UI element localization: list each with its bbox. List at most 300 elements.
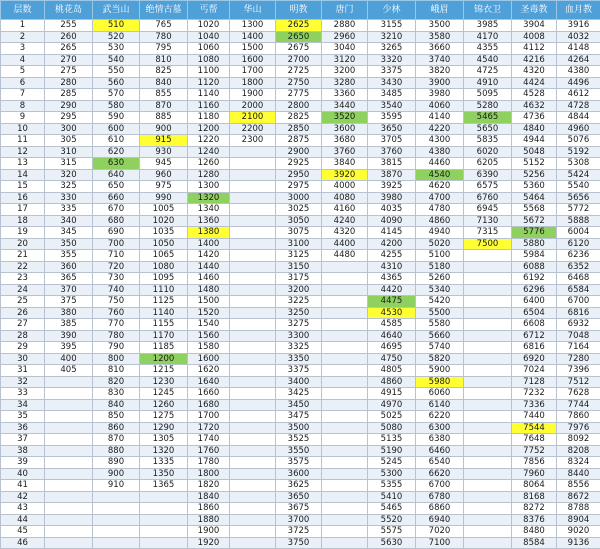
table-cell[interactable]: 5835 xyxy=(464,135,512,147)
table-cell[interactable]: 2700 xyxy=(276,54,322,66)
table-cell[interactable]: 4365 xyxy=(368,273,416,285)
table-cell[interactable]: 1880 xyxy=(188,514,230,526)
table-cell[interactable] xyxy=(464,480,512,492)
table-cell[interactable]: 1380 xyxy=(188,227,230,239)
row-number-cell[interactable]: 43 xyxy=(1,503,45,515)
table-cell[interactable]: 4585 xyxy=(368,319,416,331)
table-cell[interactable]: 3725 xyxy=(276,526,322,538)
table-cell[interactable]: 7544 xyxy=(512,422,557,434)
table-cell[interactable] xyxy=(230,284,276,296)
table-cell[interactable]: 1110 xyxy=(140,284,188,296)
table-cell[interactable] xyxy=(230,411,276,423)
table-cell[interactable]: 1020 xyxy=(188,20,230,32)
table-cell[interactable] xyxy=(45,411,93,423)
row-number-cell[interactable]: 46 xyxy=(1,537,45,549)
table-cell[interactable]: 4480 xyxy=(322,250,368,262)
row-number-cell[interactable]: 1 xyxy=(1,20,45,32)
table-cell[interactable]: 3650 xyxy=(368,123,416,135)
table-cell[interactable]: 1290 xyxy=(140,422,188,434)
table-cell[interactable]: 3540 xyxy=(368,100,416,112)
table-cell[interactable] xyxy=(230,503,276,515)
table-cell[interactable]: 1230 xyxy=(140,376,188,388)
table-cell[interactable]: 6460 xyxy=(416,445,464,457)
table-cell[interactable]: 7100 xyxy=(416,537,464,549)
table-cell[interactable]: 1620 xyxy=(188,365,230,377)
row-number-cell[interactable]: 18 xyxy=(1,215,45,227)
table-cell[interactable]: 7976 xyxy=(557,422,600,434)
table-cell[interactable] xyxy=(230,296,276,308)
table-cell[interactable]: 1020 xyxy=(140,215,188,227)
table-cell[interactable]: 650 xyxy=(93,181,140,193)
table-cell[interactable]: 5984 xyxy=(512,250,557,262)
table-cell[interactable] xyxy=(45,445,93,457)
table-cell[interactable] xyxy=(45,399,93,411)
row-number-cell[interactable]: 21 xyxy=(1,250,45,262)
table-cell[interactable] xyxy=(464,376,512,388)
table-cell[interactable]: 4530 xyxy=(368,307,416,319)
table-cell[interactable]: 5880 xyxy=(512,238,557,250)
table-cell[interactable]: 6700 xyxy=(557,296,600,308)
table-cell[interactable]: 6300 xyxy=(416,422,464,434)
table-cell[interactable]: 1320 xyxy=(140,445,188,457)
table-cell[interactable]: 315 xyxy=(45,158,93,170)
table-cell[interactable]: 1050 xyxy=(140,238,188,250)
table-cell[interactable]: 400 xyxy=(45,353,93,365)
row-number-cell[interactable]: 39 xyxy=(1,457,45,469)
table-cell[interactable] xyxy=(322,261,368,273)
table-cell[interactable]: 3485 xyxy=(368,89,416,101)
row-number-cell[interactable]: 12 xyxy=(1,146,45,158)
table-cell[interactable] xyxy=(464,399,512,411)
table-cell[interactable]: 6140 xyxy=(416,399,464,411)
table-cell[interactable]: 3985 xyxy=(464,20,512,32)
table-cell[interactable] xyxy=(45,388,93,400)
table-cell[interactable]: 6380 xyxy=(416,434,464,446)
table-cell[interactable]: 3250 xyxy=(276,307,322,319)
table-cell[interactable]: 3815 xyxy=(368,158,416,170)
table-cell[interactable]: 390 xyxy=(45,330,93,342)
table-cell[interactable]: 330 xyxy=(45,192,93,204)
table-cell[interactable] xyxy=(45,537,93,549)
table-cell[interactable]: 590 xyxy=(93,112,140,124)
table-cell[interactable] xyxy=(464,330,512,342)
table-cell[interactable]: 5656 xyxy=(557,192,600,204)
table-cell[interactable]: 5900 xyxy=(416,365,464,377)
table-cell[interactable]: 4000 xyxy=(322,181,368,193)
table-cell[interactable]: 3325 xyxy=(276,342,322,354)
table-cell[interactable]: 1560 xyxy=(188,330,230,342)
table-cell[interactable]: 1120 xyxy=(188,77,230,89)
table-cell[interactable] xyxy=(322,296,368,308)
table-cell[interactable]: 4255 xyxy=(368,250,416,262)
table-cell[interactable] xyxy=(464,342,512,354)
table-cell[interactable]: 1170 xyxy=(140,330,188,342)
table-cell[interactable]: 830 xyxy=(93,388,140,400)
table-cell[interactable]: 1065 xyxy=(140,250,188,262)
table-cell[interactable]: 1350 xyxy=(140,468,188,480)
column-header[interactable]: 华山 xyxy=(230,1,276,20)
table-cell[interactable] xyxy=(322,468,368,480)
table-cell[interactable]: 630 xyxy=(93,158,140,170)
table-cell[interactable]: 2675 xyxy=(276,43,322,55)
row-number-cell[interactable]: 25 xyxy=(1,296,45,308)
table-cell[interactable] xyxy=(464,411,512,423)
table-cell[interactable]: 5340 xyxy=(416,284,464,296)
table-cell[interactable]: 2800 xyxy=(276,100,322,112)
table-cell[interactable]: 300 xyxy=(45,123,93,135)
table-cell[interactable] xyxy=(322,422,368,434)
table-cell[interactable] xyxy=(464,422,512,434)
row-number-cell[interactable]: 15 xyxy=(1,181,45,193)
table-cell[interactable]: 855 xyxy=(140,89,188,101)
table-cell[interactable]: 4840 xyxy=(512,123,557,135)
table-cell[interactable]: 4860 xyxy=(368,376,416,388)
table-cell[interactable] xyxy=(322,273,368,285)
table-cell[interactable]: 4355 xyxy=(464,43,512,55)
table-cell[interactable]: 5190 xyxy=(368,445,416,457)
table-cell[interactable]: 4750 xyxy=(368,353,416,365)
table-cell[interactable]: 7960 xyxy=(512,468,557,480)
table-cell[interactable]: 1140 xyxy=(188,89,230,101)
table-cell[interactable]: 3125 xyxy=(276,250,322,262)
table-cell[interactable]: 6620 xyxy=(416,468,464,480)
table-cell[interactable] xyxy=(322,503,368,515)
table-cell[interactable] xyxy=(45,526,93,538)
table-cell[interactable]: 4140 xyxy=(416,112,464,124)
row-number-cell[interactable]: 11 xyxy=(1,135,45,147)
table-cell[interactable]: 4700 xyxy=(416,192,464,204)
table-cell[interactable]: 1580 xyxy=(188,342,230,354)
table-cell[interactable] xyxy=(140,503,188,515)
table-cell[interactable]: 7048 xyxy=(557,330,600,342)
row-number-cell[interactable]: 42 xyxy=(1,491,45,503)
table-cell[interactable]: 4780 xyxy=(416,204,464,216)
row-number-cell[interactable]: 34 xyxy=(1,399,45,411)
column-header[interactable]: 血月教 xyxy=(557,1,600,20)
table-cell[interactable]: 810 xyxy=(140,54,188,66)
table-cell[interactable]: 6780 xyxy=(416,491,464,503)
table-cell[interactable]: 1700 xyxy=(230,66,276,78)
table-cell[interactable]: 7628 xyxy=(557,388,600,400)
table-cell[interactable]: 2950 xyxy=(276,169,322,181)
table-cell[interactable]: 3525 xyxy=(276,434,322,446)
table-cell[interactable]: 1305 xyxy=(140,434,188,446)
table-cell[interactable] xyxy=(464,491,512,503)
table-cell[interactable]: 4145 xyxy=(368,227,416,239)
table-cell[interactable]: 710 xyxy=(93,250,140,262)
table-cell[interactable]: 610 xyxy=(93,135,140,147)
table-cell[interactable] xyxy=(230,181,276,193)
table-cell[interactable] xyxy=(464,365,512,377)
table-cell[interactable] xyxy=(93,491,140,503)
table-cell[interactable]: 930 xyxy=(140,146,188,158)
row-number-cell[interactable]: 19 xyxy=(1,227,45,239)
table-cell[interactable]: 3870 xyxy=(368,169,416,181)
table-cell[interactable]: 6020 xyxy=(464,146,512,158)
table-cell[interactable]: 1600 xyxy=(188,353,230,365)
column-header[interactable]: 明教 xyxy=(276,1,322,20)
table-cell[interactable]: 6940 xyxy=(416,514,464,526)
table-cell[interactable]: 5420 xyxy=(416,296,464,308)
table-cell[interactable]: 5980 xyxy=(416,376,464,388)
table-cell[interactable] xyxy=(230,238,276,250)
table-cell[interactable] xyxy=(45,503,93,515)
table-cell[interactable]: 3040 xyxy=(322,43,368,55)
table-cell[interactable]: 5280 xyxy=(464,100,512,112)
table-cell[interactable]: 3425 xyxy=(276,388,322,400)
table-cell[interactable]: 1140 xyxy=(140,307,188,319)
table-cell[interactable]: 5888 xyxy=(557,215,600,227)
table-cell[interactable] xyxy=(464,307,512,319)
table-cell[interactable] xyxy=(322,457,368,469)
table-cell[interactable]: 1400 xyxy=(230,31,276,43)
table-cell[interactable]: 885 xyxy=(140,112,188,124)
table-cell[interactable] xyxy=(230,307,276,319)
table-cell[interactable]: 4080 xyxy=(322,192,368,204)
table-cell[interactable]: 5520 xyxy=(368,514,416,526)
table-cell[interactable]: 4496 xyxy=(557,77,600,89)
table-cell[interactable]: 280 xyxy=(45,77,93,89)
table-cell[interactable]: 7128 xyxy=(512,376,557,388)
table-cell[interactable]: 9020 xyxy=(557,526,600,538)
table-cell[interactable]: 7752 xyxy=(512,445,557,457)
table-cell[interactable] xyxy=(322,411,368,423)
table-cell[interactable]: 5630 xyxy=(368,537,416,549)
table-cell[interactable]: 5410 xyxy=(368,491,416,503)
table-cell[interactable]: 8208 xyxy=(557,445,600,457)
row-number-cell[interactable]: 38 xyxy=(1,445,45,457)
table-cell[interactable]: 5772 xyxy=(557,204,600,216)
table-cell[interactable]: 4728 xyxy=(557,100,600,112)
table-cell[interactable]: 7648 xyxy=(512,434,557,446)
table-cell[interactable]: 3760 xyxy=(322,146,368,158)
table-cell[interactable]: 660 xyxy=(93,192,140,204)
table-cell[interactable]: 305 xyxy=(45,135,93,147)
table-cell[interactable]: 900 xyxy=(93,468,140,480)
table-cell[interactable]: 730 xyxy=(93,273,140,285)
table-cell[interactable]: 3680 xyxy=(322,135,368,147)
table-cell[interactable]: 3840 xyxy=(322,158,368,170)
table-cell[interactable]: 880 xyxy=(93,445,140,457)
table-cell[interactable] xyxy=(230,434,276,446)
table-cell[interactable]: 5465 xyxy=(368,503,416,515)
table-cell[interactable]: 320 xyxy=(45,169,93,181)
table-cell[interactable] xyxy=(45,457,93,469)
table-cell[interactable]: 3225 xyxy=(276,296,322,308)
table-cell[interactable]: 3440 xyxy=(322,100,368,112)
table-cell[interactable]: 3575 xyxy=(276,457,322,469)
table-cell[interactable]: 5355 xyxy=(368,480,416,492)
table-cell[interactable]: 2775 xyxy=(276,89,322,101)
row-number-cell[interactable]: 3 xyxy=(1,43,45,55)
table-cell[interactable] xyxy=(230,192,276,204)
row-number-cell[interactable]: 14 xyxy=(1,169,45,181)
table-cell[interactable]: 4910 xyxy=(464,77,512,89)
table-cell[interactable]: 990 xyxy=(140,192,188,204)
table-cell[interactable]: 975 xyxy=(140,181,188,193)
table-cell[interactable]: 570 xyxy=(93,89,140,101)
table-cell[interactable]: 1320 xyxy=(188,192,230,204)
table-cell[interactable] xyxy=(464,319,512,331)
table-cell[interactable]: 5820 xyxy=(416,353,464,365)
row-number-cell[interactable]: 32 xyxy=(1,376,45,388)
table-cell[interactable] xyxy=(230,204,276,216)
table-cell[interactable]: 4400 xyxy=(322,238,368,250)
table-cell[interactable] xyxy=(230,468,276,480)
table-cell[interactable]: 6584 xyxy=(557,284,600,296)
table-cell[interactable]: 1245 xyxy=(140,388,188,400)
table-cell[interactable]: 1160 xyxy=(188,100,230,112)
table-cell[interactable] xyxy=(230,480,276,492)
table-cell[interactable] xyxy=(45,514,93,526)
table-cell[interactable]: 945 xyxy=(140,158,188,170)
table-cell[interactable]: 1260 xyxy=(140,399,188,411)
table-cell[interactable]: 5776 xyxy=(512,227,557,239)
table-cell[interactable]: 4640 xyxy=(368,330,416,342)
column-header[interactable]: 锦衣卫 xyxy=(464,1,512,20)
table-cell[interactable]: 4844 xyxy=(557,112,600,124)
table-cell[interactable]: 3904 xyxy=(512,20,557,32)
table-cell[interactable]: 8376 xyxy=(512,514,557,526)
table-cell[interactable]: 7232 xyxy=(512,388,557,400)
table-cell[interactable]: 340 xyxy=(45,215,93,227)
table-cell[interactable]: 255 xyxy=(45,20,93,32)
table-cell[interactable]: 7164 xyxy=(557,342,600,354)
table-cell[interactable]: 1340 xyxy=(188,204,230,216)
table-cell[interactable]: 4264 xyxy=(557,54,600,66)
table-cell[interactable]: 7440 xyxy=(512,411,557,423)
row-number-cell[interactable]: 2 xyxy=(1,31,45,43)
table-cell[interactable]: 790 xyxy=(93,342,140,354)
table-cell[interactable] xyxy=(45,434,93,446)
table-cell[interactable]: 1840 xyxy=(188,491,230,503)
table-cell[interactable]: 3075 xyxy=(276,227,322,239)
table-cell[interactable]: 6608 xyxy=(512,319,557,331)
table-cell[interactable] xyxy=(230,353,276,365)
table-cell[interactable]: 5580 xyxy=(416,319,464,331)
table-cell[interactable]: 2200 xyxy=(230,123,276,135)
table-cell[interactable]: 5135 xyxy=(368,434,416,446)
table-cell[interactable]: 345 xyxy=(45,227,93,239)
table-cell[interactable]: 3280 xyxy=(322,77,368,89)
table-cell[interactable]: 6860 xyxy=(416,503,464,515)
table-cell[interactable]: 2900 xyxy=(276,146,322,158)
table-cell[interactable]: 5300 xyxy=(368,468,416,480)
table-cell[interactable] xyxy=(464,273,512,285)
table-cell[interactable]: 1780 xyxy=(188,457,230,469)
table-cell[interactable] xyxy=(230,365,276,377)
table-cell[interactable]: 265 xyxy=(45,43,93,55)
table-cell[interactable]: 4632 xyxy=(512,100,557,112)
table-cell[interactable]: 5080 xyxy=(368,422,416,434)
column-header[interactable]: 少林 xyxy=(368,1,416,20)
row-number-cell[interactable]: 40 xyxy=(1,468,45,480)
table-cell[interactable]: 7500 xyxy=(464,238,512,250)
row-number-cell[interactable]: 35 xyxy=(1,411,45,423)
table-cell[interactable] xyxy=(230,330,276,342)
table-cell[interactable]: 6352 xyxy=(557,261,600,273)
table-cell[interactable]: 7512 xyxy=(557,376,600,388)
table-cell[interactable]: 1900 xyxy=(188,526,230,538)
table-cell[interactable] xyxy=(230,227,276,239)
table-cell[interactable] xyxy=(322,342,368,354)
table-cell[interactable]: 1360 xyxy=(188,215,230,227)
table-cell[interactable]: 550 xyxy=(93,66,140,78)
table-cell[interactable]: 2750 xyxy=(276,77,322,89)
table-cell[interactable]: 5048 xyxy=(512,146,557,158)
table-cell[interactable]: 385 xyxy=(45,319,93,331)
table-cell[interactable]: 825 xyxy=(140,66,188,78)
table-cell[interactable]: 1760 xyxy=(188,445,230,457)
table-cell[interactable]: 820 xyxy=(93,376,140,388)
table-cell[interactable]: 4240 xyxy=(322,215,368,227)
table-cell[interactable] xyxy=(464,261,512,273)
table-cell[interactable]: 3820 xyxy=(416,66,464,78)
table-cell[interactable]: 7315 xyxy=(464,227,512,239)
table-cell[interactable]: 3025 xyxy=(276,204,322,216)
row-number-cell[interactable]: 33 xyxy=(1,388,45,400)
table-cell[interactable]: 7020 xyxy=(416,526,464,538)
table-cell[interactable]: 1660 xyxy=(188,388,230,400)
table-cell[interactable]: 4460 xyxy=(416,158,464,170)
table-cell[interactable]: 3925 xyxy=(368,181,416,193)
table-cell[interactable]: 1820 xyxy=(188,480,230,492)
row-number-cell[interactable]: 23 xyxy=(1,273,45,285)
table-cell[interactable]: 2850 xyxy=(276,123,322,135)
table-cell[interactable]: 4695 xyxy=(368,342,416,354)
table-cell[interactable]: 890 xyxy=(93,457,140,469)
row-number-cell[interactable]: 9 xyxy=(1,112,45,124)
table-cell[interactable]: 580 xyxy=(93,100,140,112)
table-cell[interactable]: 1500 xyxy=(188,296,230,308)
table-cell[interactable]: 3980 xyxy=(416,89,464,101)
table-cell[interactable]: 3500 xyxy=(276,422,322,434)
table-cell[interactable] xyxy=(464,434,512,446)
table-cell[interactable] xyxy=(230,399,276,411)
table-cell[interactable]: 350 xyxy=(45,238,93,250)
row-number-cell[interactable]: 44 xyxy=(1,514,45,526)
table-cell[interactable] xyxy=(45,422,93,434)
table-cell[interactable]: 4960 xyxy=(557,123,600,135)
table-cell[interactable]: 1215 xyxy=(140,365,188,377)
table-cell[interactable]: 2960 xyxy=(322,31,368,43)
table-cell[interactable]: 1680 xyxy=(188,399,230,411)
row-number-cell[interactable]: 24 xyxy=(1,284,45,296)
table-cell[interactable] xyxy=(464,284,512,296)
table-cell[interactable]: 7130 xyxy=(464,215,512,227)
table-cell[interactable]: 750 xyxy=(93,296,140,308)
table-cell[interactable]: 4112 xyxy=(512,43,557,55)
table-cell[interactable]: 6120 xyxy=(557,238,600,250)
table-cell[interactable]: 2000 xyxy=(230,100,276,112)
table-cell[interactable]: 6816 xyxy=(557,307,600,319)
table-cell[interactable]: 4915 xyxy=(368,388,416,400)
table-cell[interactable]: 4310 xyxy=(368,261,416,273)
table-cell[interactable]: 3175 xyxy=(276,273,322,285)
column-header[interactable]: 绝情古墓 xyxy=(140,1,188,20)
table-cell[interactable]: 4612 xyxy=(557,89,600,101)
table-cell[interactable]: 1040 xyxy=(188,31,230,43)
table-cell[interactable]: 5180 xyxy=(416,261,464,273)
table-cell[interactable]: 335 xyxy=(45,204,93,216)
row-number-cell[interactable]: 41 xyxy=(1,480,45,492)
table-cell[interactable]: 4736 xyxy=(512,112,557,124)
table-cell[interactable]: 1440 xyxy=(188,261,230,273)
table-cell[interactable]: 1080 xyxy=(140,261,188,273)
table-cell[interactable]: 915 xyxy=(140,135,188,147)
table-cell[interactable] xyxy=(140,537,188,549)
table-cell[interactable] xyxy=(322,445,368,457)
